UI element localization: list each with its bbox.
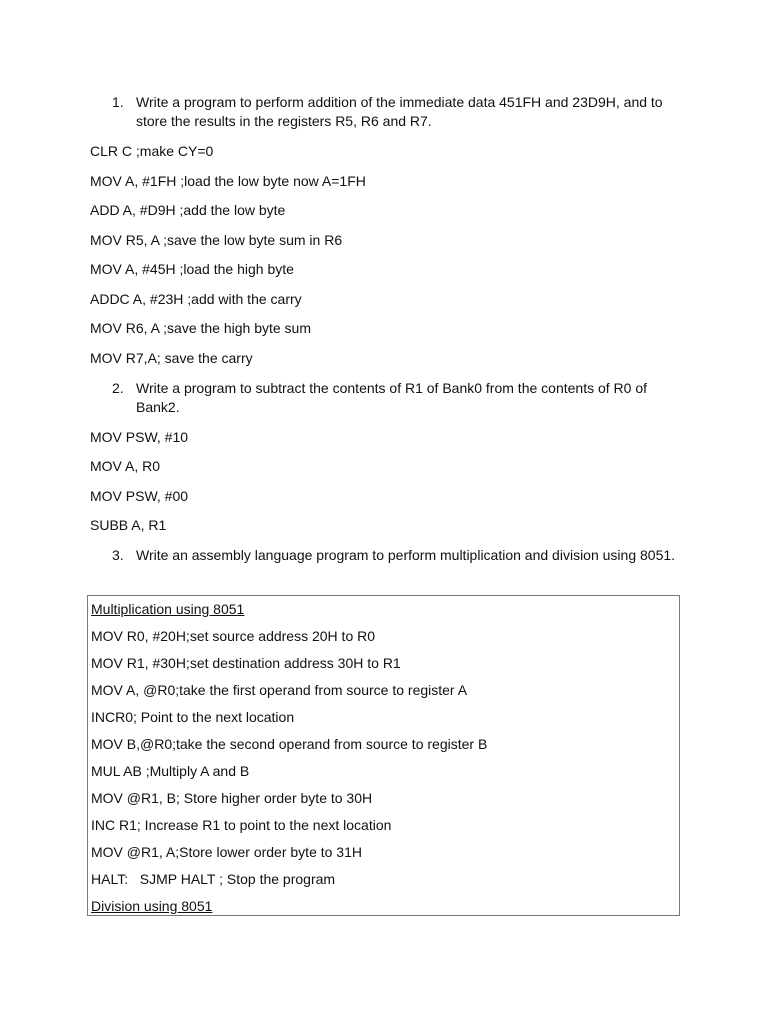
code-line: MOV PSW, #10 <box>90 429 189 445</box>
division-heading: Division using 8051 <box>91 898 213 914</box>
code-line: MOV @R1, A;Store lower order byte to 31H <box>91 844 362 860</box>
code-line: ADDC A, #23H ;add with the carry <box>90 291 302 307</box>
code-line: MOV R6, A ;save the high byte sum <box>90 320 311 336</box>
code-line: ADD A, #D9H ;add the low byte <box>90 202 286 218</box>
question-text: Write an assembly language program to perform multiplication and division using 8051. <box>136 547 676 563</box>
question-number: 3. <box>112 547 124 563</box>
code-line: MOV R0, #20H;set source address 20H to R0 <box>91 628 376 644</box>
code-line: MOV @R1, B; Store higher order byte to 30H <box>91 790 373 806</box>
code-line: MOV B,@R0;take the second operand from source to register B <box>91 736 488 752</box>
code-line: INCR0; Point to the next location <box>91 709 295 725</box>
code-box <box>87 595 680 916</box>
multiplication-heading: Multiplication using 8051 <box>91 601 245 617</box>
code-line: MOV R5, A ;save the low byte sum in R6 <box>90 232 343 248</box>
question-text: Write a program to subtract the contents of R1 of Bank0 from the contents of R0 of Bank2. <box>136 380 647 415</box>
question-text: Write a program to perform addition of the immediate data 451FH and 23D9H, and to store the results in the registers R5, R6 and R7. <box>136 94 663 129</box>
code-line: SUBB A, R1 <box>90 517 167 533</box>
code-line: MOV A, #45H ;load the high byte <box>90 261 294 277</box>
code-line: MOV R1, #30H;set destination address 30H to R1 <box>91 655 401 671</box>
code-line: MOV PSW, #00 <box>90 488 189 504</box>
question-1 <box>112 93 682 131</box>
question-3 <box>112 546 682 565</box>
code-line: MOV A, #1FH ;load the low byte now A=1FH <box>90 173 366 189</box>
code-line: INC R1; Increase R1 to point to the next location <box>91 817 392 833</box>
code-line: CLR C ;make CY=0 <box>90 143 214 159</box>
code-line: MOV A, @R0;take the first operand from source to register A <box>91 682 468 698</box>
code-line: MUL AB ;Multiply A and B <box>91 763 250 779</box>
code-line: MOV A, R0 <box>90 458 161 474</box>
question-number: 1. <box>112 94 124 110</box>
code-line: HALT: SJMP HALT ; Stop the program <box>91 871 336 887</box>
question-2 <box>112 379 682 417</box>
question-number: 2. <box>112 380 124 396</box>
code-line: MOV R7,A; save the carry <box>90 350 253 366</box>
